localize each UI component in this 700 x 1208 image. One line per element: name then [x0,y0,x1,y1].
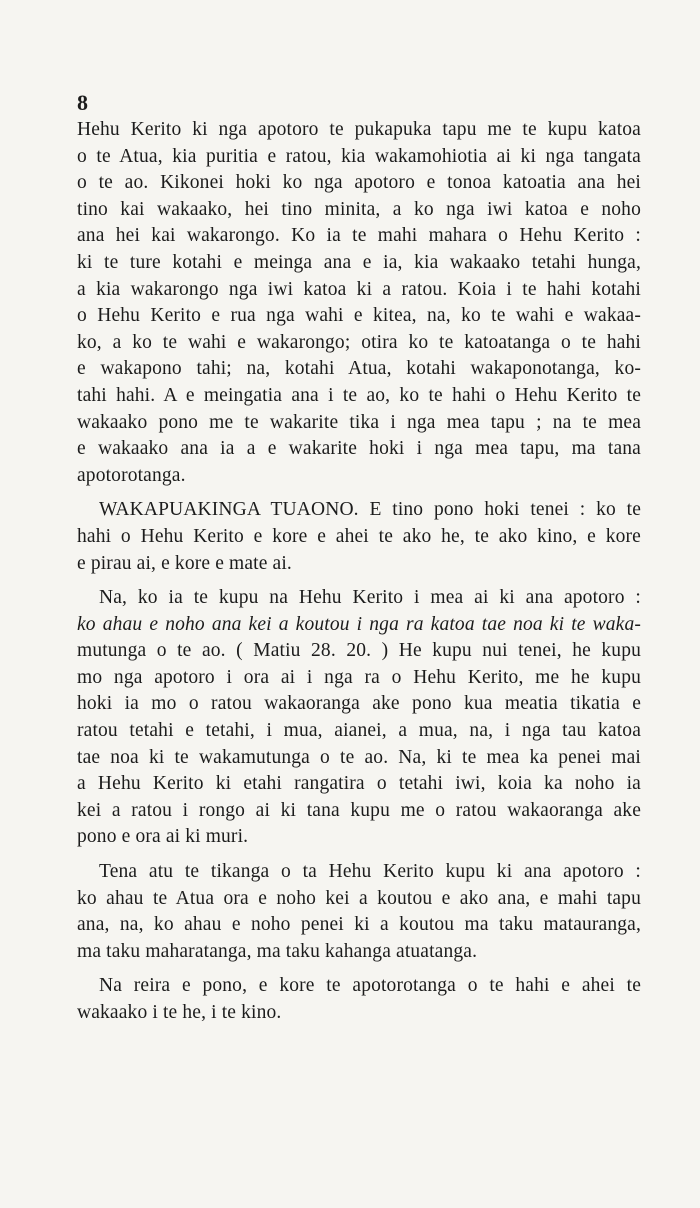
text-line: apotorotanga. [77,464,186,486]
text-line: ana, na, ko ahau e noho penei ki a koutou ma taku matauranga, [77,914,641,936]
text-line: WAKAPUAKINGA TUAONO. E tino pono hoki tenei : ko te [99,499,641,521]
text-line: e pirau ai, e kore e mate ai. [77,552,292,574]
page-number: 8 [77,90,88,115]
text-line: hoki ia mo o ratou wakaoranga ake pono kua meatia tikatia e [77,693,641,715]
text-line: ko ahau e noho ana kei a koutou i nga ra katoa tae noa ki te waka- [77,613,641,635]
text-line: ko ahau te Atua ora e noho kei a koutou e ako ana, e mahi tapu [77,887,641,909]
text-line: Na, ko ia te kupu na Hehu Kerito i mea ai ki ana apotoro : [99,587,641,609]
text-line: a Hehu Kerito ki etahi rangatira o tetahi iwi, koia ka noho ia [77,773,641,795]
body-text [77,117,641,1027]
text-line: Hehu Kerito ki nga apotoro te pukapuka tapu me te kupu katoa [77,119,641,140]
text-line: kei a ratou i rongo ai ki tana kupu me o ratou wakaoranga ake [77,799,641,821]
text-line: o Hehu Kerito e rua nga wahi e kitea, na, ko te wahi e wakaa- [77,305,641,327]
text-line: Tena atu te tikanga o ta Hehu Kerito kupu ki ana apotoro : [99,861,641,883]
paragraph [77,973,641,1026]
text-line: mo nga apotoro i ora ai i nga ra o Hehu Kerito, me he kupu [77,666,641,688]
text-line: Na reira e pono, e kore te apotorotanga o te hahi e ahei te [99,975,641,997]
text-line: mutunga o te ao. ( Matiu 28. 20. ) He kupu nui tenei, he kupu [77,640,641,662]
text-line: wakaako i te he, i te kino. [77,1002,282,1023]
text-line: ki te ture kotahi e meinga ana e ia, kia wakaako tetahi hunga, [77,251,641,273]
text-line: ma taku maharatanga, ma taku kahanga atuatanga. [77,940,478,962]
text-line: tahi hahi. A e meingatia ana i te ao, ko te hahi o Hehu Kerito te [77,384,641,406]
text-line: tae noa ki te wakamutunga o te ao. Na, ki te mea ka penei mai [77,746,641,768]
text-line: e wakaako ana ia a e wakarite hoki i nga mea tapu, ma tana [77,438,641,460]
paragraph [77,497,641,577]
paragraph [77,117,641,489]
text-line: ana hei kai wakarongo. Ko ia te mahi mahara o Hehu Kerito : [77,225,641,247]
text-line: a kia wakarongo nga iwi katoa ki a ratou. Koia i te hahi kotahi [77,278,641,300]
paragraph [77,859,641,965]
text-line: pono e ora ai ki muri. [77,826,249,848]
text-line: o te Atua, kia puritia e ratou, kia wakamohiotia ai ki nga tangata [77,145,641,167]
text-line: hahi o Hehu Kerito e kore e ahei te ako he, te ako kino, e kore [77,525,641,547]
text-line: o te ao. Kikonei hoki ko nga apotoro e tonoa katoatia ana hei [77,172,641,194]
text-line: wakaako pono me te wakarite tika i nga mea tapu ; na te mea [77,411,641,433]
paragraph [77,585,641,851]
text-line: ko, a ko te wahi e wakarongo; otira ko te katoatanga o te hahi [77,331,641,353]
text-line: e wakapono tahi; na, kotahi Atua, kotahi wakaponotanga, ko- [77,358,641,380]
text-line: ratou tetahi e tetahi, i mua, aianei, a mua, na, i nga tau katoa [77,720,641,742]
text-line: tino kai wakaako, hei tino minita, a ko nga iwi katoa e noho [77,198,641,220]
